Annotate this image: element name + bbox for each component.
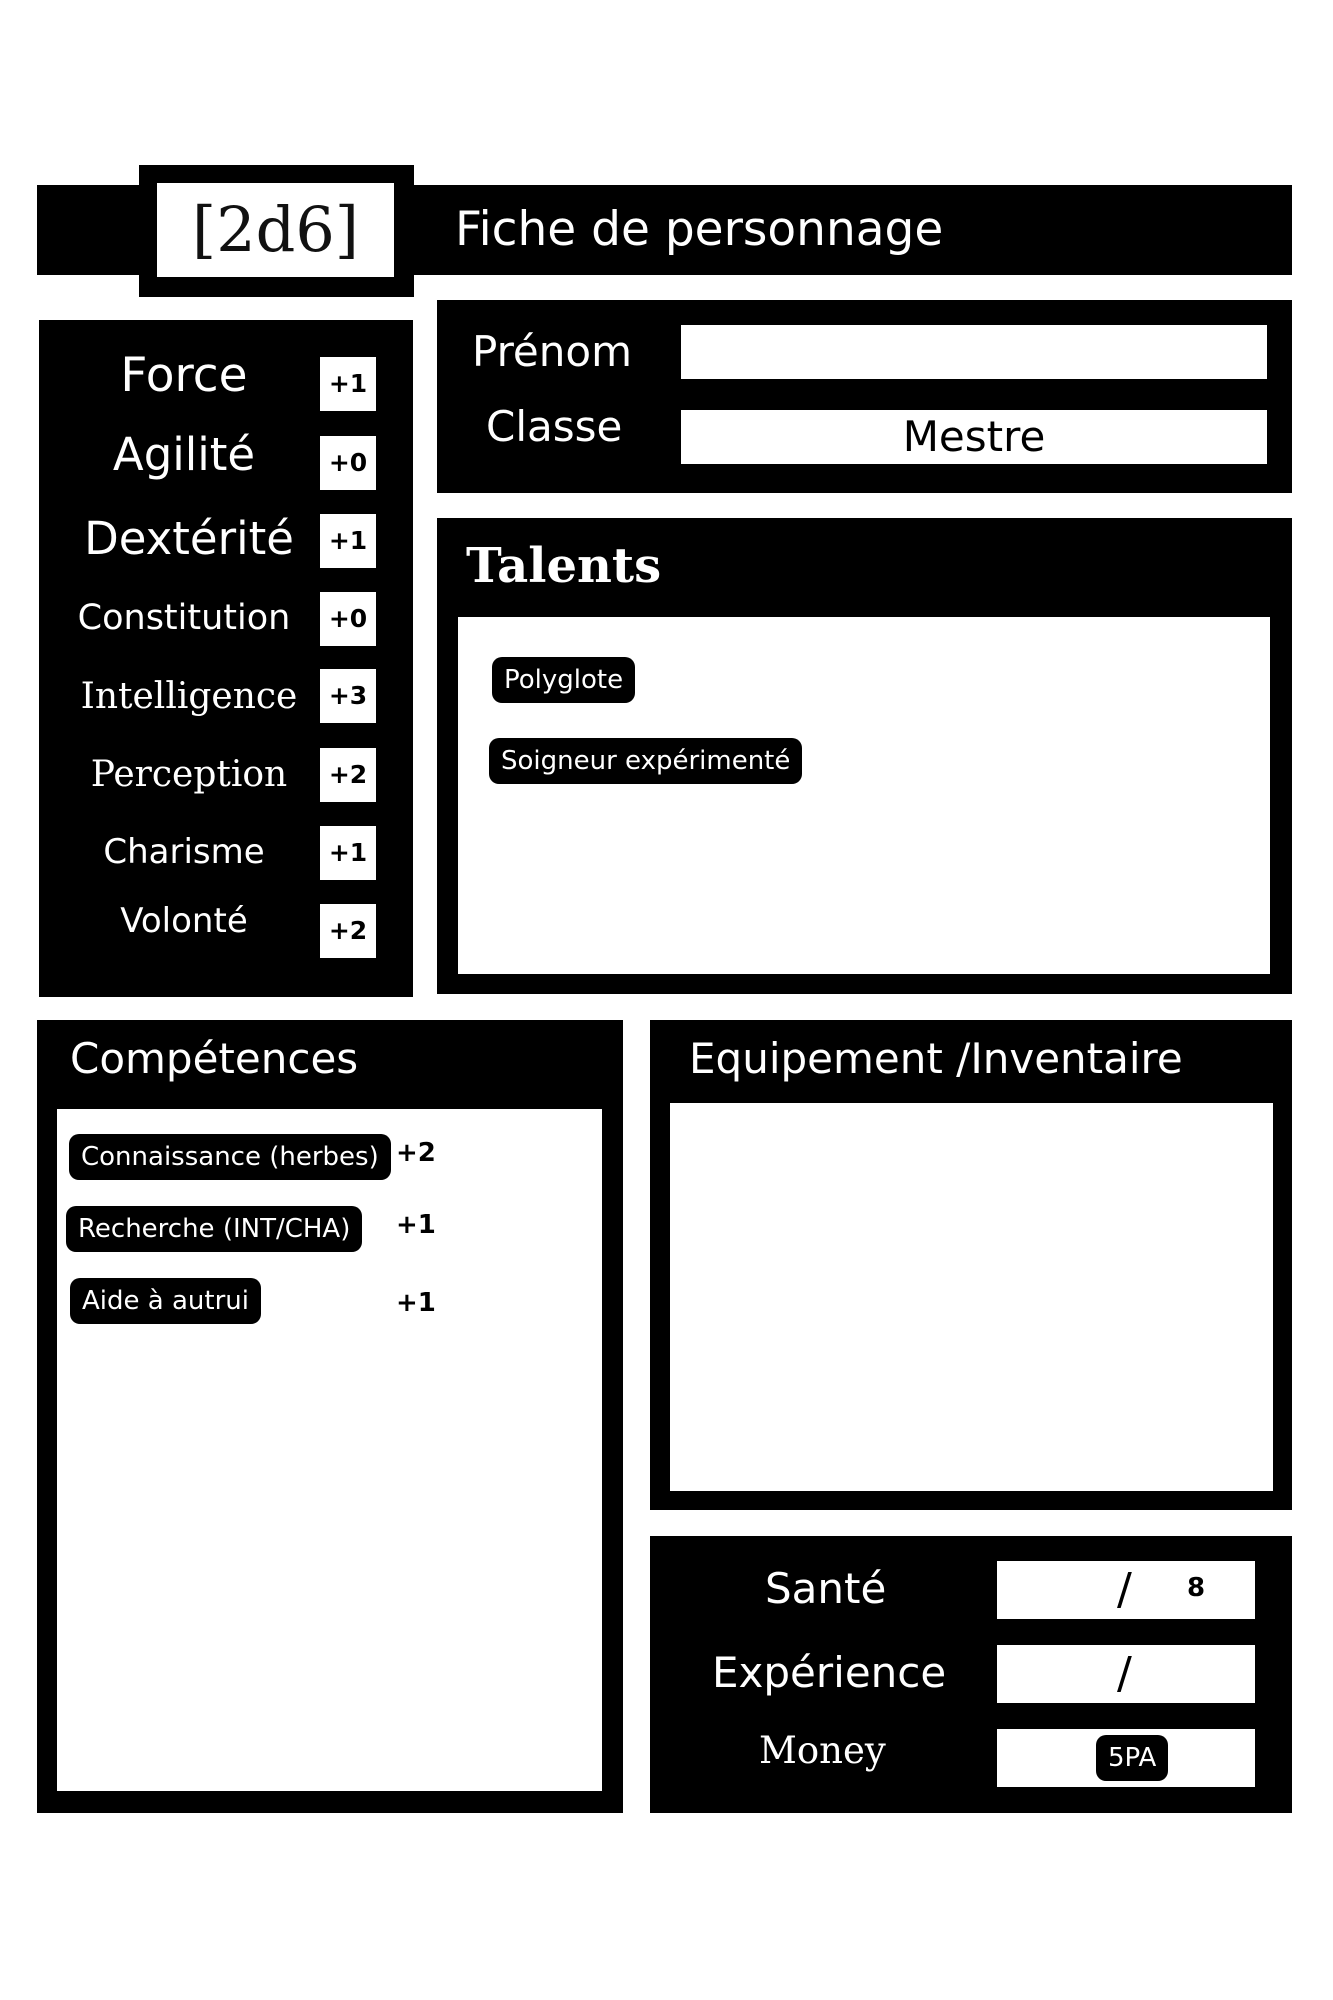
skill-value: +2 [396,1138,436,1168]
skills-title: Compétences [70,1034,359,1083]
attributes-panel [39,320,413,997]
stat-label-agilite: Agilité [112,428,256,481]
stat-value-dexterite[interactable]: +1 [320,514,376,568]
talent-tag[interactable]: Soigneur expérimenté [489,738,802,784]
equipment-area[interactable] [670,1103,1273,1491]
stat-value-force[interactable]: +1 [320,357,376,411]
stat-label-volonte: Volonté [120,901,248,941]
stat-value-charisme[interactable]: +1 [320,826,376,880]
health-max: 8 [1187,1573,1206,1603]
health-label: Santé [765,1564,887,1613]
skill-value: +1 [396,1288,436,1318]
stat-value-intelligence[interactable]: +3 [320,669,376,723]
stat-label-perception: Perception [90,754,288,795]
page-title: Fiche de personnage [455,202,944,257]
health-separator: / [1117,1564,1132,1615]
talent-tag[interactable]: Polyglote [492,657,635,703]
experience-label: Expérience [712,1648,947,1697]
equipment-title: Equipement /Inventaire [689,1034,1183,1083]
stat-label-force: Force [120,348,248,403]
experience-separator: / [1117,1648,1132,1699]
title-bar-left [37,185,147,275]
skill-tag[interactable]: Aide à autrui [70,1278,261,1324]
stat-label-dexterite: Dextérité [84,512,294,565]
class-value: Mestre [902,412,1046,461]
stat-value-agilite[interactable]: +0 [320,436,376,490]
stat-value-constitution[interactable]: +0 [320,592,376,646]
money-value: 5PA [1096,1735,1168,1781]
first-name-field[interactable] [681,325,1267,379]
stat-value-perception[interactable]: +2 [320,748,376,802]
stat-label-constitution: Constitution [77,598,291,638]
money-label: Money [759,1729,886,1772]
class-label: Classe [486,402,623,451]
logo: [2d6] [192,193,359,266]
stat-label-charisme: Charisme [103,832,265,872]
skill-tag[interactable]: Connaissance (herbes) [69,1134,391,1180]
skill-value: +1 [396,1210,436,1240]
skill-tag[interactable]: Recherche (INT/CHA) [66,1206,362,1252]
stat-label-intelligence: Intelligence [80,676,298,717]
first-name-label: Prénom [472,327,633,376]
stat-value-volonte[interactable]: +2 [320,904,376,958]
talents-title: Talents [466,538,662,594]
